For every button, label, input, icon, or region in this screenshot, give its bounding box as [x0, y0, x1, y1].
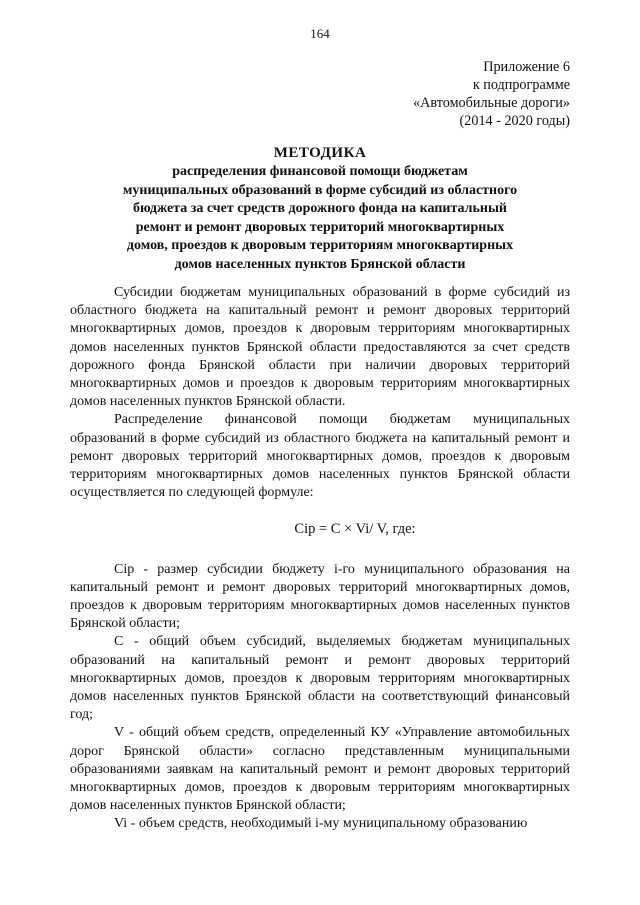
appendix-line: Приложение 6 — [483, 59, 570, 75]
appendix-note — [413, 58, 570, 130]
definition-paragraph: V - общий объем средств, определенный КУ «Управление автомобильных дорог Брянской области» согласно представленным муниципальными образованиями заявкам на капитальный ремонт и ремонт дворовых территорий многоквартирных домов, проездов к дворовым территориям многоквартирных домов населенных пунктов Брянской области; — [70, 725, 570, 814]
page-number: 164 — [310, 26, 330, 41]
subtitle-line: домов населенных пунктов Брянской области — [174, 256, 466, 272]
formula: Сip = C × Vi/ V, где: — [294, 521, 416, 538]
subtitle-line: бюджета за счет средств дорожного фонда на капитальный — [133, 201, 507, 216]
body-paragraph: Распределение финансовой помощи бюджетам муниципальных образований в форме субсидий из областного бюджета на капитальный ремонт и ремонт дворовых территорий многоквартирных домов, проездов к дворовым территориям многоквартирных домов населенных пунктов Брянской области осуществляется по следующей формуле: — [70, 412, 570, 501]
definition-paragraph: С - общий объем субсидий, выделяемых бюджетам муниципальных образований на капитальный ремонт и ремонт дворовых территорий многоквартирных домов, проездов к дворовым территориям многоквартирных домов населенных пунктов Брянской области на соответствующий финансовый год; — [70, 634, 570, 723]
subtitle-line: распределения финансовой помощи бюджетам — [172, 164, 468, 179]
body-paragraph: Субсидии бюджетам муниципальных образований в форме субсидий из областного бюджета на капитальный ремонт и ремонт дворовых территорий многоквартирных домов, проездов к дворовым территориям многоквартирных домов населенных пунктов Брянской области предоставляются за счет средств дорожного фонда Брянской области при наличии дворовых территорий многоквартирных домов и проездов к дворовым территориям многоквартирных домов населенных пунктов Брянской области. — [70, 285, 570, 410]
document-title-block — [70, 144, 570, 274]
definition-paragraph: Сip - размер субсидии бюджету i-го муниципального образования на капитальный ремонт и ремонт дворовых территорий многоквартирных домов, проездов к дворовым территориям многоквартирных домов населенных пунктов Брянской области; — [70, 561, 570, 632]
definition-paragraph: Vi - объем средств, необходимый i-му муниципальному образованию — [114, 816, 528, 832]
appendix-line: (2014 - 2020 годы) — [459, 113, 570, 129]
document-body — [70, 284, 570, 834]
document-subtitle — [70, 163, 570, 274]
document-title: МЕТОДИКА — [273, 145, 367, 161]
appendix-line: «Автомобильные дороги» — [413, 95, 570, 111]
subtitle-line: домов, проездов к дворовым территориям многоквартирных — [126, 238, 514, 253]
subtitle-line: ремонт и ремонт дворовых территорий многоквартирных — [135, 219, 505, 235]
appendix-line: к подпрограмме — [472, 77, 570, 93]
subtitle-line: муниципальных образований в форме субсидий из областного — [122, 182, 518, 198]
